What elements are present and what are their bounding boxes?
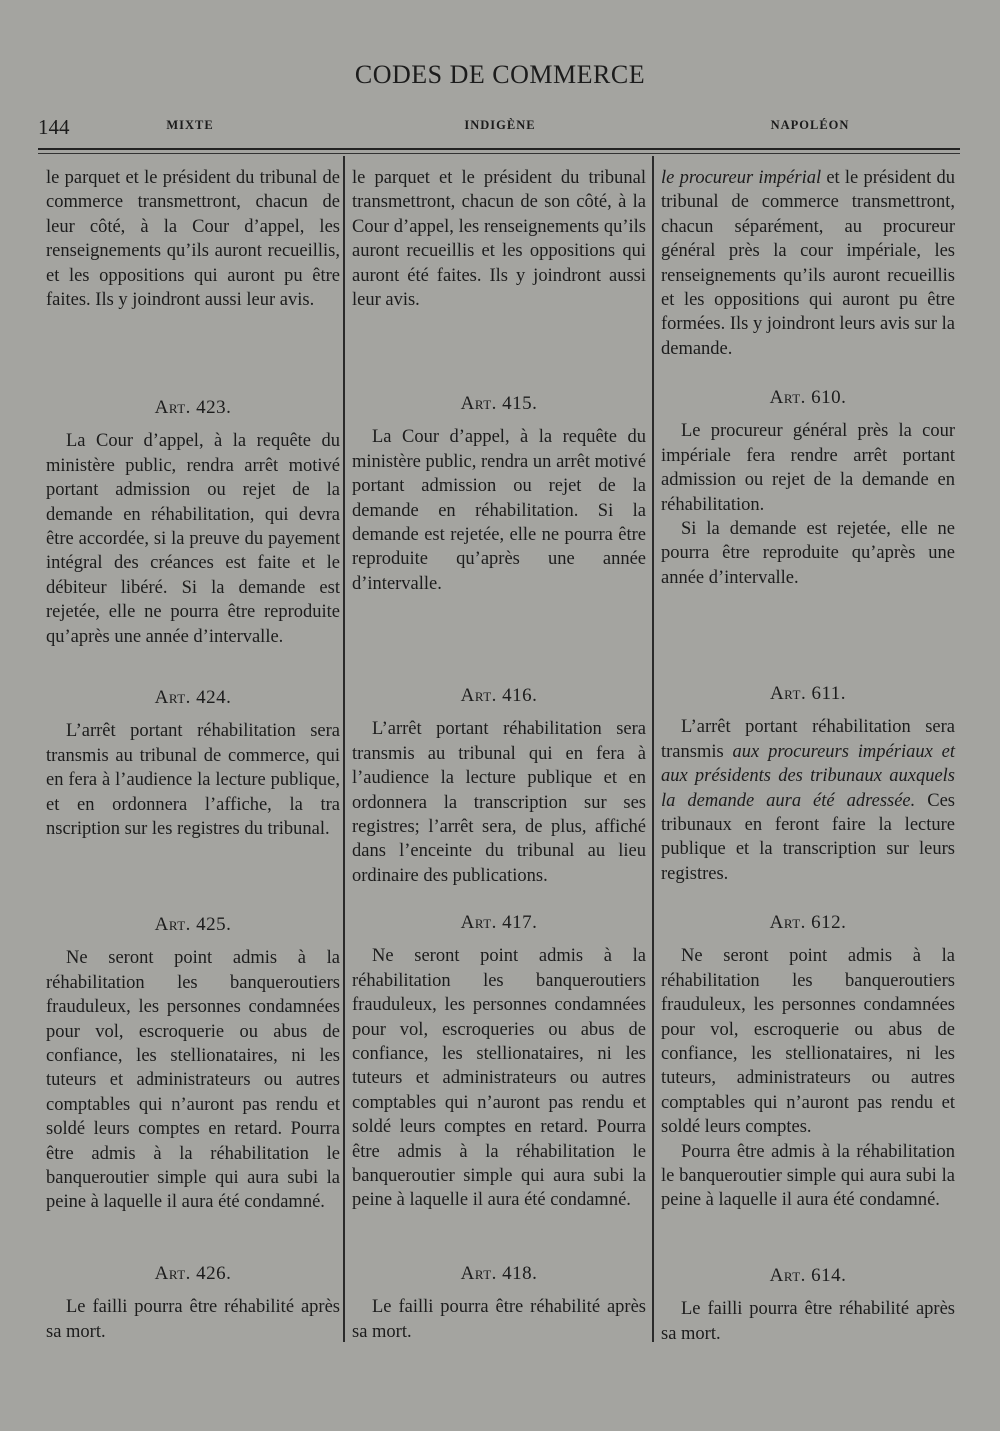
- column-divider: [652, 156, 654, 1342]
- article-heading: [352, 684, 646, 708]
- article-number: 425.: [196, 914, 232, 935]
- column-header-indigene: INDIGÈNE: [464, 118, 536, 132]
- article-label: Art.: [769, 1265, 806, 1286]
- article-label: Art.: [154, 1263, 191, 1284]
- article-heading: [352, 1262, 646, 1286]
- column-header-napoleon: NAPOLÉON: [770, 118, 850, 132]
- article-text: La Cour d’appel, à la requête du ministère public, rendra arrêt motivé portant admission ou rejet de la demande en réhabilitation, qui devra être accordée, si la preuve du payement intégral des créances est faite et le débiteur libéré. Si la demande est rejetée, elle ne pourra être reproduite qu’après une année d’intervalle.: [46, 431, 340, 647]
- article-block: [661, 682, 955, 886]
- article-block: [352, 1262, 646, 1344]
- article-number: 611.: [811, 683, 847, 704]
- article-label: Art.: [460, 912, 497, 933]
- article-block: [46, 1262, 340, 1344]
- article-heading: [46, 913, 340, 937]
- article-text: Le failli pourra être réhabilité après sa mort.: [661, 1299, 955, 1344]
- article-number: 418.: [502, 1263, 538, 1284]
- article-number: 416.: [502, 685, 538, 706]
- page-number: 144: [38, 115, 70, 139]
- article-number: 417.: [502, 912, 538, 933]
- intro-text: et le président du tribunal de commerce transmettront, chacun séparément, au procureur général près la cour impériale, les renseignements qu’ils auront recueillis et les oppositions qui auront pu être formées. Ils y joindront leurs avis sur la demande.: [661, 168, 955, 359]
- article-text: [661, 715, 955, 886]
- article-label: Art.: [154, 397, 191, 418]
- article-number: 423.: [196, 397, 232, 418]
- page-title: CODES DE COMMERCE: [354, 60, 646, 89]
- article-block: [661, 386, 955, 590]
- article-label: Art.: [769, 912, 806, 933]
- article-block: [352, 392, 646, 596]
- intro-paragraph: le parquet et le président du tribunal de commerce transmettront, chacun de leur côté, à la Cour d’appel, les renseignements qu’ils auront recueillis, et les oppositions qui auront pu être faites. Ils y joindront aussi leur avis.: [46, 168, 340, 311]
- article-block: [661, 911, 955, 1213]
- article-text: L’arrêt portant réhabilitation sera transmis au tribunal qui en fera à l’audience la lecture publique et en ordonnera la transcription sur ses registres; l’arrêt sera, de plus, affiché dans l’enceinte du tribunal au lieu ordinaire des publications.: [352, 719, 646, 886]
- header-rule: [38, 148, 960, 150]
- article-label: Art.: [460, 685, 497, 706]
- article-text: Pourra être admis à la réhabilitation le banqueroutier simple qui aura subi la peine à laquelle il aura été condamné.: [661, 1141, 955, 1211]
- article-block: [46, 913, 340, 1215]
- article-label: Art.: [769, 387, 806, 408]
- article-heading: [46, 686, 340, 710]
- article-block: [352, 911, 646, 1213]
- article-heading: [661, 386, 955, 410]
- article-text: L’arrêt portant réhabilitation sera transmis au tribunal de commerce, qui en fera à l’audience la lecture publique, et en ordonnera l’affiche, la tra nscription sur les registres du tribunal.: [46, 721, 340, 840]
- article-block: [46, 396, 340, 649]
- article-heading: [352, 911, 646, 935]
- article-number: 424.: [196, 687, 232, 708]
- article-block: [661, 1264, 955, 1346]
- article-label: Art.: [154, 687, 191, 708]
- article-heading: [661, 911, 955, 935]
- article-number: 612.: [811, 912, 847, 933]
- column-header-mixte: MIXTE: [166, 118, 214, 132]
- intro-block: [661, 166, 955, 361]
- article-text: La Cour d’appel, à la requête du ministère public, rendra un arrêt motivé portant admission ou rejet de la demande en réhabilitation. Si la demande est rejetée, elle ne pourra être reproduite qu’après une année d’intervalle.: [352, 427, 646, 594]
- article-heading: [352, 392, 646, 416]
- article-heading: [661, 682, 955, 706]
- column-divider: [343, 156, 345, 1342]
- article-heading: [661, 1264, 955, 1288]
- article-label: Art.: [154, 914, 191, 935]
- article-text-part: Ces tribunaux en feront faire la lecture publique et la transcription sur leurs registres.: [661, 790, 956, 884]
- article-text: Ne seront point admis à la réhabilitation les banqueroutiers frauduleux, les personnes condamnées pour vol, escroqueries ou abus de confiance, les stellionataires, ni les tuteurs et administrateurs ou autres comptables qui n’auront pas rendu et soldé leurs comptes en retard. Pourra être admis à la réhabilitation le banqueroutier simple qui aura subi la peine à laquelle il aura été condamné.: [352, 946, 646, 1211]
- article-block: [46, 686, 340, 841]
- intro-block: [352, 166, 646, 312]
- intro-paragraph: [661, 166, 955, 361]
- article-text: Le procureur général près la cour impériale fera rendre arrêt portant admission ou rejet de la demande en réhabilitation.: [661, 421, 955, 515]
- intro-italic-text: le procureur impérial: [661, 168, 822, 188]
- article-number: 415.: [502, 393, 538, 414]
- article-number: 426.: [196, 1263, 232, 1284]
- article-text: Si la demande est rejetée, elle ne pourra être reproduite qu’après une année d’intervalle.: [661, 519, 955, 588]
- article-block: [352, 684, 646, 888]
- article-number: 614.: [811, 1265, 847, 1286]
- article-text: Le failli pourra être réhabilité après sa mort.: [46, 1297, 340, 1342]
- intro-block: [46, 166, 340, 312]
- article-heading: [46, 1262, 340, 1286]
- article-italic-text: aux procureurs impériaux et aux présidents des tribunaux auxquels la demande aura été adressée.: [661, 741, 955, 811]
- intro-paragraph: le parquet et le président du tribunal transmettront, chacun de son côté, à la Cour d’appel, les renseignements qu’ils auront recueillis et les oppositions qui auront été faites. Ils y joindront aussi leur avis.: [352, 168, 646, 311]
- article-text: Ne seront point admis à la réhabilitation les banqueroutiers frauduleux, les personnes condamnées pour vol, escroquerie ou abus de confiance, les stellionataires, ni les tuteurs, administrateurs ou autres comptables qui n’auront pas rendu et soldé leurs comptes.: [661, 946, 955, 1138]
- article-number: 610.: [811, 387, 847, 408]
- article-label: Art.: [769, 683, 807, 704]
- article-label: Art.: [460, 393, 497, 414]
- article-text-part: L’arrêt portant réhabilitation sera transmis: [661, 717, 955, 762]
- header-rule-thin: [38, 153, 960, 154]
- article-text: Le failli pourra être réhabilité après sa mort.: [352, 1297, 646, 1342]
- article-heading: [46, 396, 340, 420]
- article-label: Art.: [460, 1263, 497, 1284]
- article-text: Ne seront point admis à la réhabilitation les banqueroutiers frauduleux, les personnes condamnées pour vol, escroquerie ou abus de confiance, les stellionataires, ni les tuteurs et administrateurs ou autres comptables qui n’auront pas rendu et soldé leurs comptes en retard. Pourra être admis à la réhabilitation le banqueroutier simple qui aura subi la peine à laquelle il aura été condamné.: [46, 948, 340, 1213]
